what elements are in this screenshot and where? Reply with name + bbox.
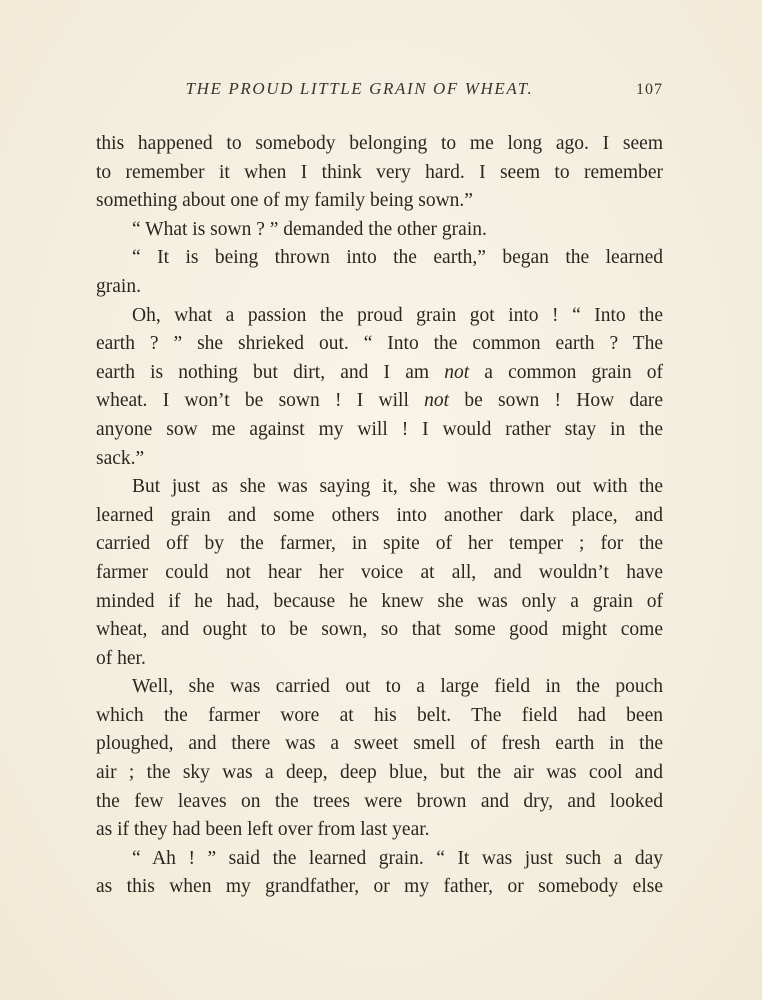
text-line: carried off by the farmer, in spite of her temper ; for the — [96, 533, 663, 555]
text-line: earth is nothing but dirt, and I am not a common grain of — [96, 361, 663, 383]
text-line: farmer could not hear her voice at all, and wouldn’t have — [96, 561, 663, 583]
running-title: THE PROUD LITTLE GRAIN OF WHEAT. — [185, 79, 534, 98]
text-line: “ It is being thrown into the earth,” began the learned — [132, 247, 663, 269]
text-line: as this when my grandfather, or my father, or somebody else — [96, 876, 663, 898]
text-line: ploughed, and there was a sweet smell of fresh earth in the — [96, 733, 663, 755]
italic-emphasis: not — [444, 361, 470, 383]
text-line: which the farmer wore at his belt. The field had been — [96, 704, 663, 726]
text-line: of her. — [96, 647, 146, 669]
text-line: wheat, and ought to be sown, so that some good might come — [96, 619, 663, 641]
text-line: “ Ah ! ” said the learned grain. “ It was just such a day — [132, 847, 663, 869]
text-line: to remember it when I think very hard. I seem to remember — [96, 161, 663, 183]
text-line: sack.” — [96, 447, 145, 469]
body-text — [96, 130, 663, 902]
text-line: Oh, what a passion the proud grain got into ! “ Into the — [132, 304, 663, 326]
text-line: air ; the sky was a deep, deep blue, but the air was cool and — [96, 762, 663, 784]
text-line: as if they had been left over from last year. — [96, 819, 430, 841]
text-line: anyone sow me against my will ! I would rather stay in the — [96, 418, 663, 440]
text-line: But just as she was saying it, she was thrown out with the — [132, 476, 663, 498]
text-line: minded if he had, because he knew she was only a grain of — [96, 590, 663, 612]
text-line: earth ? ” she shrieked out. “ Into the common earth ? The — [96, 333, 663, 355]
italic-emphasis: not — [424, 390, 450, 412]
text-line: this happened to somebody belonging to me long ago. I seem — [96, 133, 663, 154]
text-line: Well, she was carried out to a large field in the pouch — [132, 676, 663, 698]
running-head — [96, 79, 663, 103]
text-line: wheat. I won’t be sown ! I will not be sown ! How dare — [96, 390, 664, 412]
page-number: 107 — [636, 81, 663, 98]
text-line: the few leaves on the trees were brown and dry, and looked — [96, 790, 663, 812]
text-line: grain. — [96, 275, 141, 297]
text-line: learned grain and some others into another dark place, and — [96, 504, 663, 526]
text-line: “ What is sown ? ” demanded the other grain. — [132, 218, 487, 240]
text-line: something about one of my family being sown.” — [96, 190, 473, 212]
